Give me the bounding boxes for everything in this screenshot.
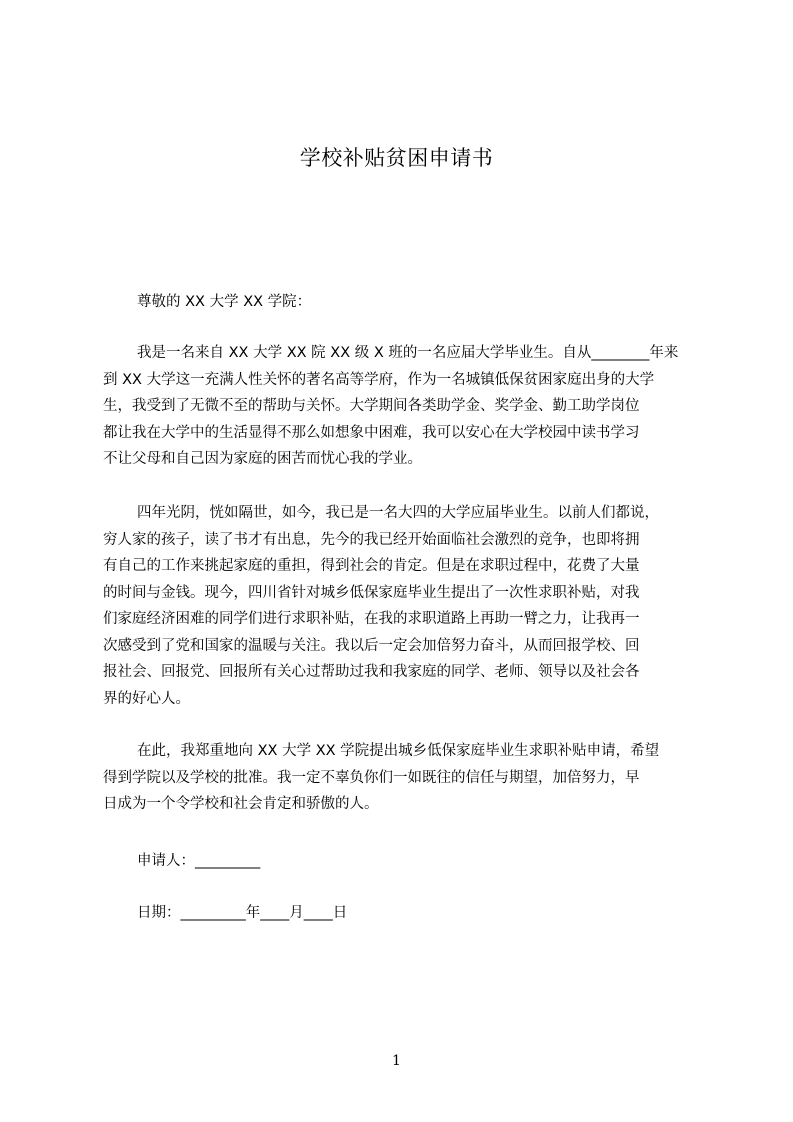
paragraph-line: 次感受到了党和国家的温暖与关注。我以后一定会加倍努力奋斗，从而回报学校、回 [103, 637, 640, 654]
salutation [137, 289, 697, 316]
paragraph-line: 穷人家的孩子，读了书才有出息，先今的我已经开始面临社会激烈的竞争，也即将拥 [103, 531, 640, 548]
paragraph-line: 们家庭经济困难的同学们进行求职补贴，在我的求职道路上再助一臂之力，让我再一 [103, 611, 640, 627]
paragraph-3 [103, 738, 708, 818]
paragraph-line: 报社会、回报党、回报所有关心过帮助过我和我家庭的同学、老师、领导以及社会各 [103, 664, 640, 680]
paragraph-line: 四年光阴，恍如隔世，如今，我已是一名大四的大学应届毕业生。以前人们都说， [137, 505, 659, 521]
paragraph-line: 有自己的工作来挑起家庭的重担，得到社会的肯定。但是在求职过程中，花费了大量 [103, 558, 640, 574]
date-line: 日期：_________年____月____日 [137, 905, 348, 921]
paragraph-line: 日成为一个令学校和社会肯定和骄傲的人。 [103, 796, 379, 812]
paragraph-line: 界的好心人。 [103, 690, 190, 707]
paragraph-line: 的时间与金钱。现今，四川省针对城乡低保家庭毕业生提出了一次性求职补贴，对我 [103, 584, 640, 601]
paragraph-line: 不让父母和自己因为家庭的困苦而忧心我的学业。 [103, 451, 422, 467]
paragraph-line: 在此，我郑重地向 XX 大学 XX 学院提出城乡低保家庭毕业生求职补贴申请，希望 [137, 743, 660, 759]
paragraph-2 [103, 500, 708, 712]
paragraph-line: 得到学院以及学校的批准。我一定不辜负你们一如既往的信任与期望，加倍努力，早 [103, 769, 640, 786]
applicant-line: 申请人：_________ [137, 853, 261, 869]
page-number: 1 [392, 1053, 401, 1069]
paragraph-line: 都让我在大学中的生活显得不那么如想象中困难，我可以安心在大学校园中读书学习 [103, 424, 640, 441]
salutation-line: 尊敬的 XX 大学 XX 学院： [137, 294, 312, 310]
paragraph-line: 到 XX 大学这一充满人性关怀的著名高等学府，作为一名城镇低保贫困家庭出身的大学 [103, 371, 655, 388]
document-title: 学校补贴贫困申请书 [299, 146, 494, 170]
applicant-signature [137, 848, 697, 875]
paragraph-line: 生，我受到了无微不至的帮助与关怀。大学期间各类助学金、奖学金、勤工助学岗位 [103, 398, 640, 414]
paragraph-1 [103, 340, 708, 473]
paragraph-line: 我是一名来自 XX 大学 XX 院 XX 级 X 班的一名应届大学毕业生。自从________年来 [137, 345, 679, 361]
date-field [137, 900, 697, 927]
